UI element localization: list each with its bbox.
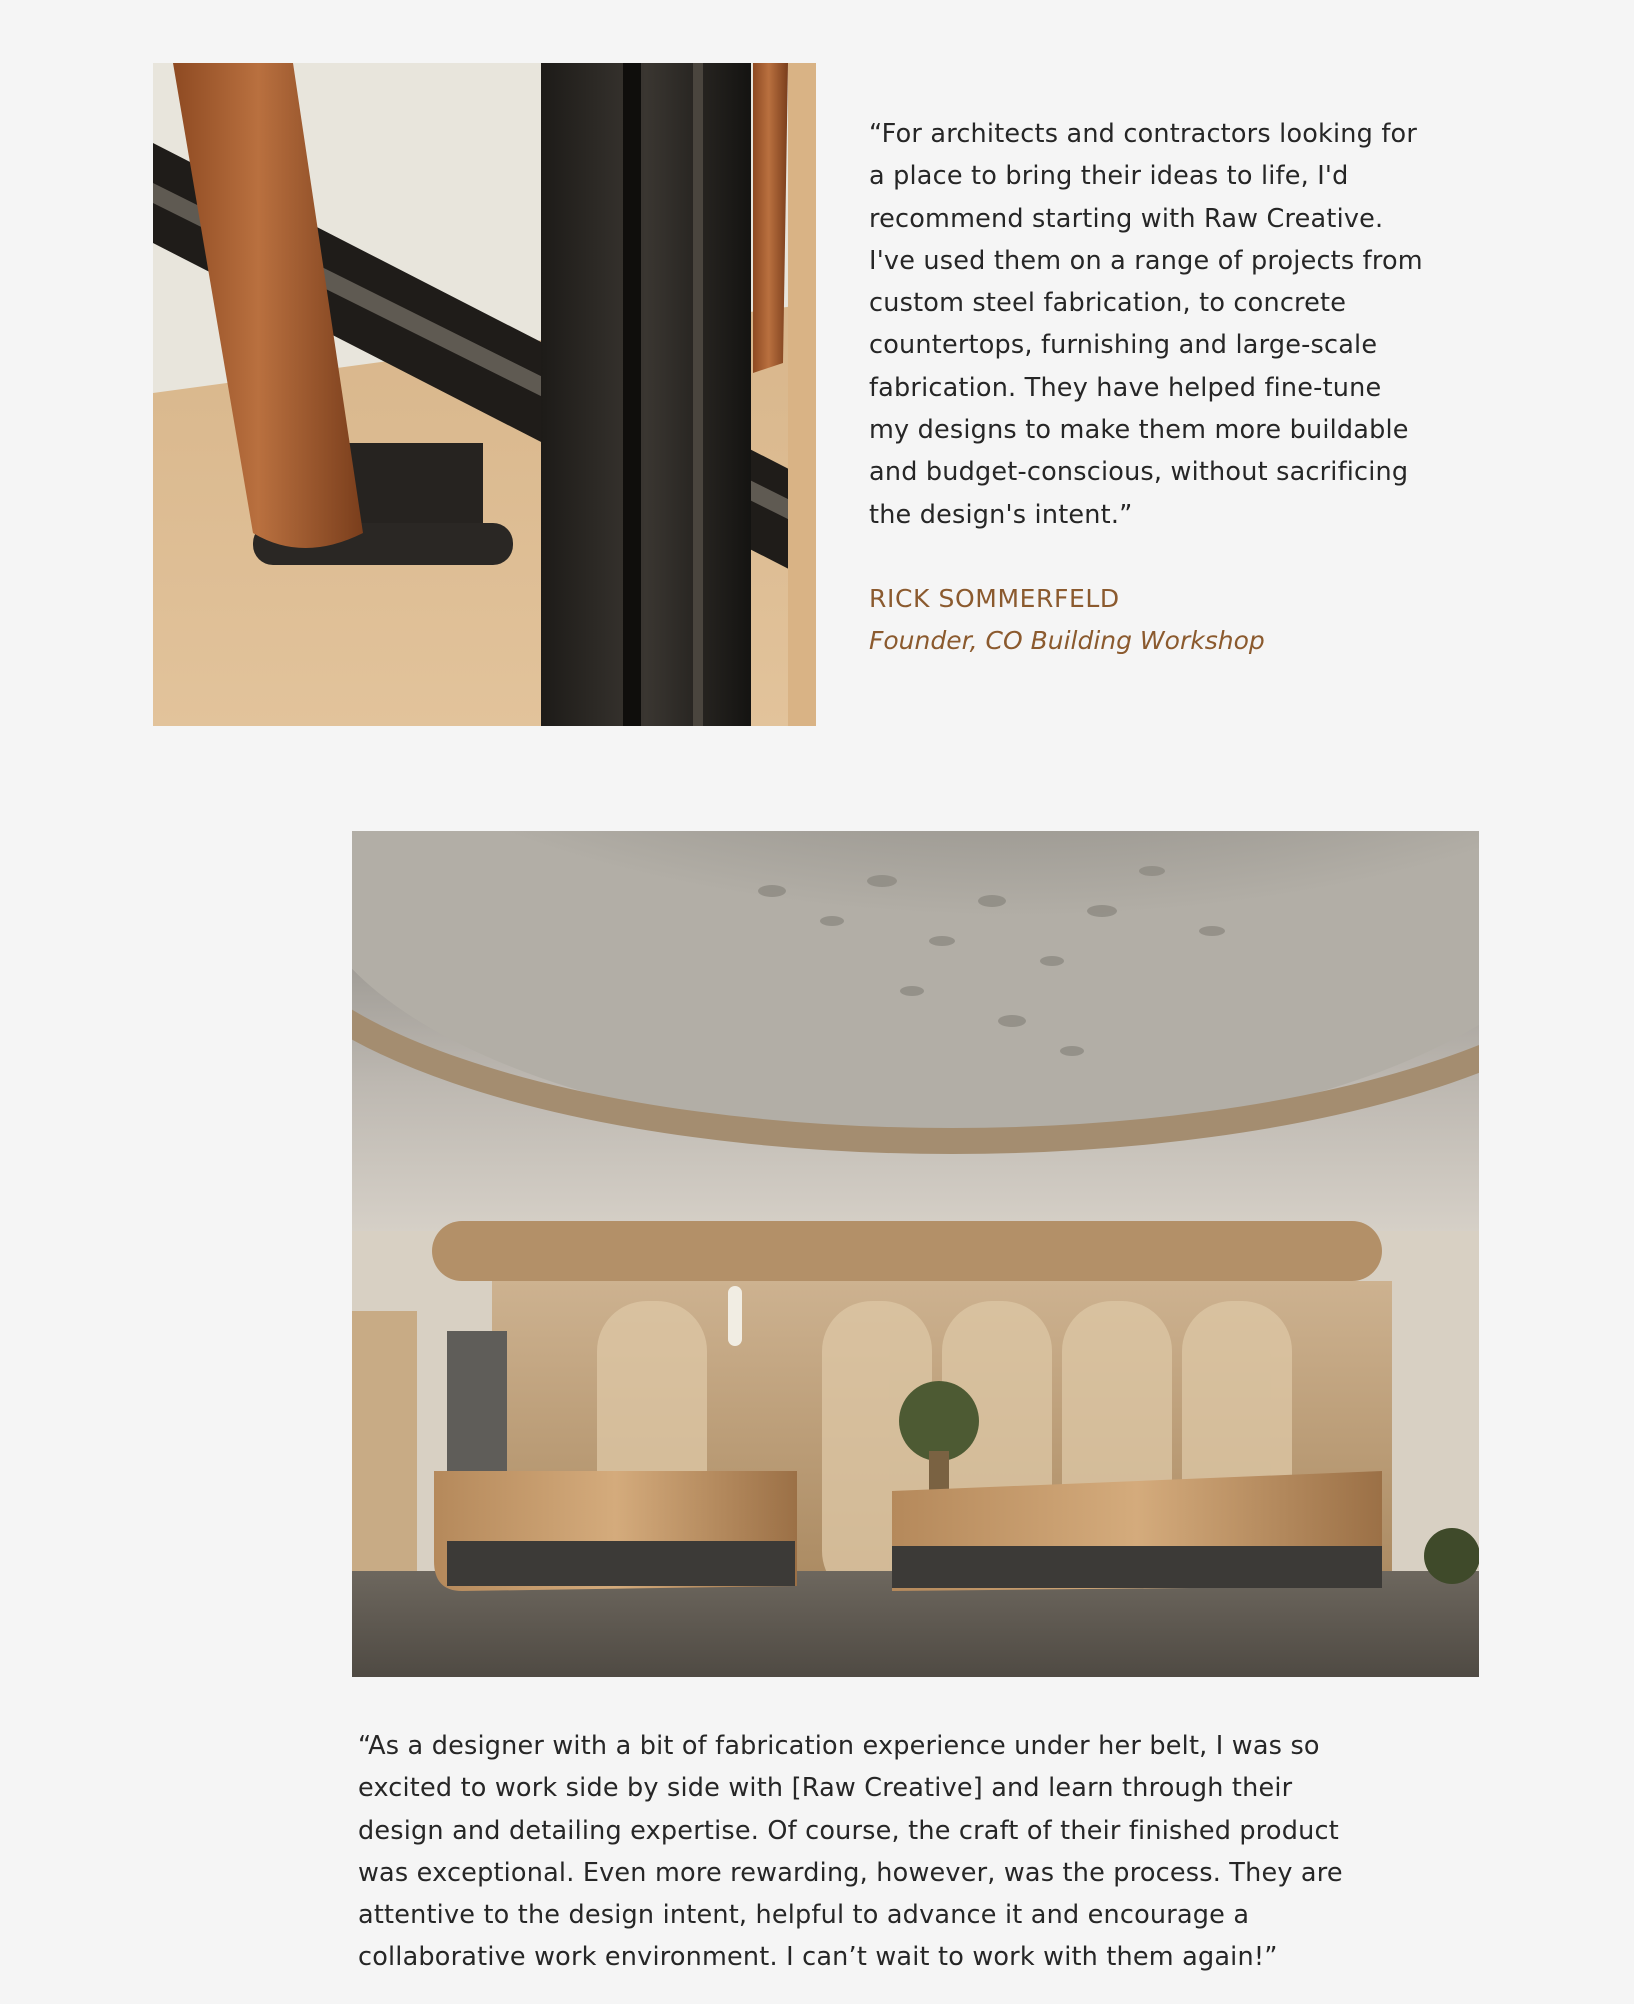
lobby-photo-art bbox=[352, 831, 1479, 1677]
testimonial-quote: “For architects and contractors looking for a place to bring their ideas to life, I'd recommend starting with Raw Creative. I've used them on a range of projects from custom steel fabrication, to concrete countertops, furnishing and large-scale fabrication. They have helped fine-tune my designs to make them more buildable and budget-conscious, without sacrificing the design's intent.” bbox=[869, 119, 1423, 530]
railing-photo bbox=[153, 63, 816, 726]
railing-photo-art bbox=[153, 63, 816, 726]
testimonial-quote-2: “As a designer with a bit of fabrication experience under her belt, I was so excited to work side by side with [Raw Creative] and learn through their design and detailing expertise. Of course, the craft of their finished product was exceptional. Even more rewarding, however, was the process. They are attentive to the design intent, helpful to advance it and encourage a collaborative work environment. I can’t wait to work with them again!” bbox=[358, 1731, 1343, 1973]
lobby-photo bbox=[352, 831, 1479, 1677]
testimonial-author-name: RICK SOMMERFELD bbox=[869, 584, 1120, 613]
testimonial-author-title: Founder, CO Building Workshop bbox=[869, 626, 1265, 655]
